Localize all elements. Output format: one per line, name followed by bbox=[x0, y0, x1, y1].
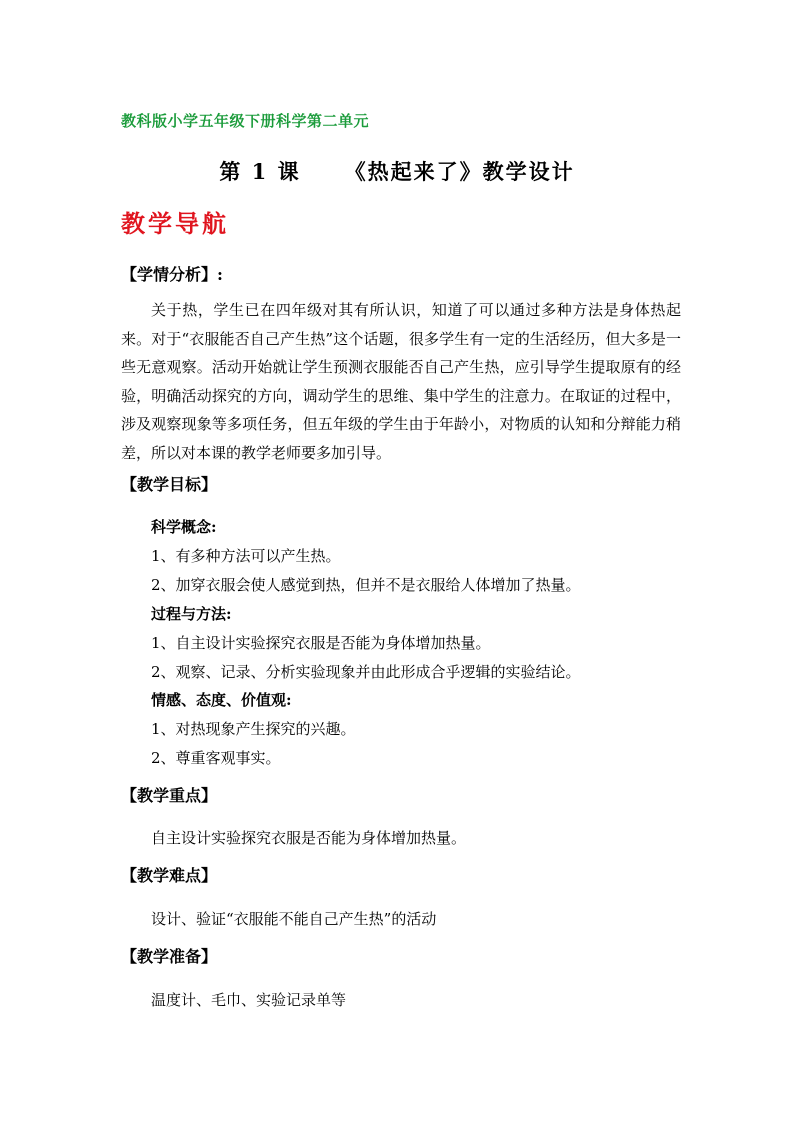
difficulty-text: 设计、验证“衣服能不能自己产生热”的活动 bbox=[151, 910, 437, 928]
analysis-paragraph: 关于热，学生已在四年级对其有所认识，知道了可以通过多种方法是身体热起来。对于“衣服能否自己产生热”这个话题，很多学生有一定的生活经历，但大多是一些无意观察。活动开始就让学生预测衣服能否自己产生热，应引导学生提取原有的经验，明确活动探究的方向，调动学生的思维、集中学生的注意力。在取证的过程中，涉及观察现象等多项任务，但五年级的学生由于年龄小，对物质的认知和分辩能力稍差，所以对本课的教学老师要多加引导。 bbox=[121, 301, 681, 462]
key-point-heading: 【教学重点】 bbox=[121, 786, 218, 805]
preparation-heading: 【教学准备】 bbox=[121, 947, 218, 966]
attitude-item-2: 2、尊重客观事实。 bbox=[151, 749, 281, 767]
difficulty-heading: 【教学难点】 bbox=[121, 866, 218, 885]
goals-heading: 【教学目标】 bbox=[121, 475, 218, 494]
lesson-title bbox=[0, 156, 794, 186]
process-item-2: 2、观察、记录、分析实验现象并由此形成合乎逻辑的实验结论。 bbox=[151, 663, 581, 681]
attitude-title: 情感、态度、价值观: bbox=[151, 691, 292, 709]
concept-title: 科学概念: bbox=[151, 518, 217, 536]
analysis-heading: 【学情分析】: bbox=[121, 265, 223, 284]
process-item-1: 1、自主设计实验探究衣服是否能为身体增加热量。 bbox=[151, 634, 491, 652]
teaching-navigation-heading: 教学导航 bbox=[121, 209, 229, 238]
key-point-text: 自主设计实验探究衣服是否能为身体增加热量。 bbox=[151, 829, 467, 847]
concept-item-2: 2、加穿衣服会使人感觉到热，但并不是衣服给人体增加了热量。 bbox=[151, 576, 581, 594]
attitude-item-1: 1、对热现象产生探究的兴趣。 bbox=[151, 720, 356, 738]
lesson-name: 《热起来了》教学设计 bbox=[344, 159, 575, 184]
series-subtitle: 教科版小学五年级下册科学第二单元 bbox=[121, 112, 370, 130]
lesson-number: 第 1 课 bbox=[219, 159, 301, 184]
preparation-text: 温度计、毛巾、实验记录单等 bbox=[151, 991, 347, 1009]
concept-item-1: 1、有多种方法可以产生热。 bbox=[151, 547, 341, 565]
process-title: 过程与方法: bbox=[151, 605, 232, 623]
